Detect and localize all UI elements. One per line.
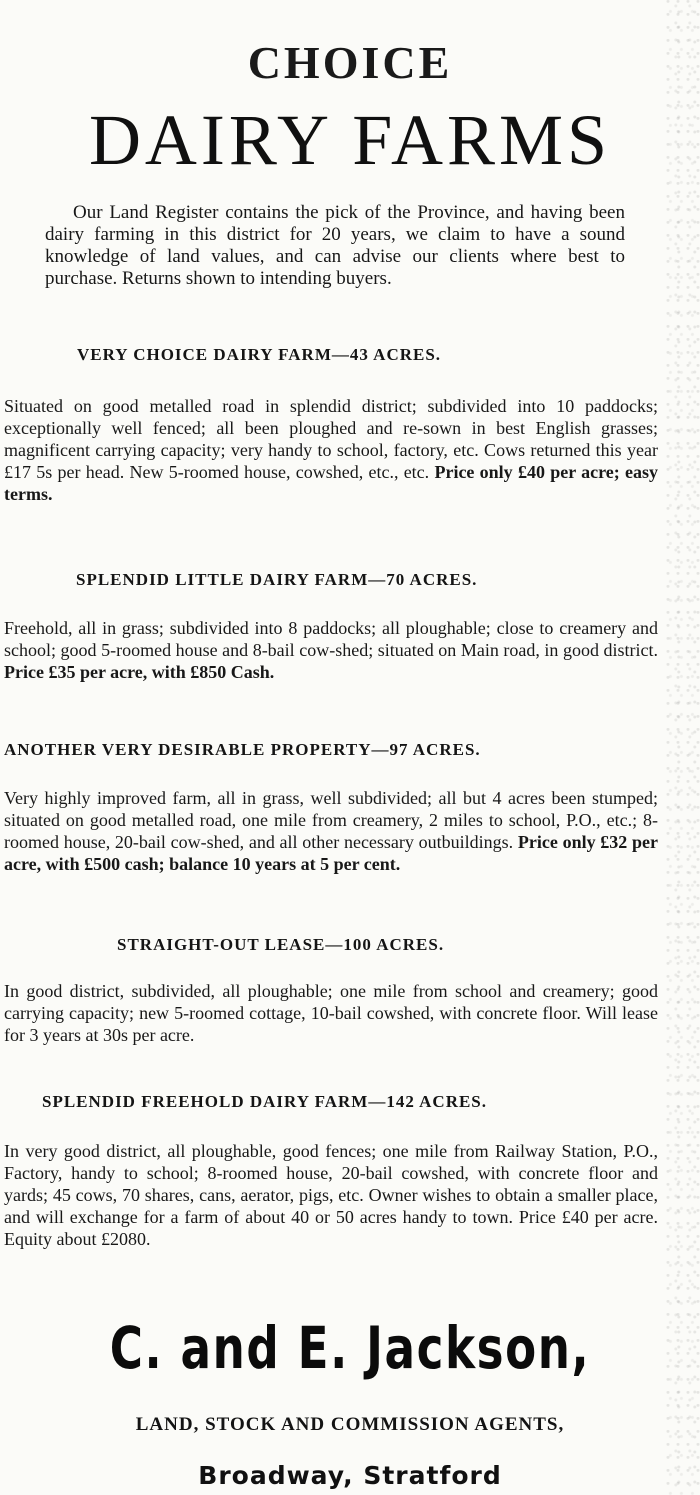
listing-title-142-acres: SPLENDID FREEHOLD DAIRY FARM—142 ACRES. <box>42 1092 488 1111</box>
headline-choice: CHOICE <box>247 37 453 88</box>
listing-text-43-acres: Situated on good metalled road in splendid district; subdivided into 10 paddocks; exceptionally well fenced; all been ploughed and re-sown in best English grasses; magnificent carrying capacity; very handy to school, factory, etc. Cows returned this year £17 5s per head. New 5-roomed house, cowshed, etc., etc. <box>4 396 658 482</box>
headline-dairy-farms: DAIRY FARMS <box>88 100 612 180</box>
listing-body-43-acres <box>4 395 658 505</box>
agent-address: Broadway, Stratford <box>198 1461 502 1490</box>
listing-price-70-acres: Price £35 per acre, with £850 Cash. <box>4 662 275 682</box>
listing-text-70-acres: Freehold, all in grass; subdivided into 8 paddocks; all ploughable; close to creamery and school; good 5-roomed house and 8-bail cow-shed; situated on Main road, in good district. <box>4 618 658 660</box>
intro-paragraph: Our Land Register contains the pick of the Province, and having been dairy farming in this district for 20 years, we claim to have a sound knowledge of land values, and can advise our clients where best to purchase. Returns shown to intending buyers. <box>45 202 625 289</box>
listing-title-43-acres: VERY CHOICE DAIRY FARM—43 ACRES. <box>77 345 442 364</box>
listing-title-70-acres: SPLENDID LITTLE DAIRY FARM—70 ACRES. <box>76 570 478 589</box>
listing-body-97-acres <box>4 787 658 875</box>
agent-role: LAND, STOCK AND COMMISSION AGENTS, <box>135 1414 565 1435</box>
listing-title-100-acres: STRAIGHT-OUT LEASE—100 ACRES. <box>117 935 445 954</box>
agent-name: C. and E. Jackson, <box>109 1314 591 1382</box>
listing-title-97-acres: ANOTHER VERY DESIRABLE PROPERTY—97 ACRES. <box>4 740 481 759</box>
listing-text-97-acres: Very highly improved farm, all in grass, well subdivided; all but 4 acres been stumped; situated on good metalled road, one mile from creamery, 2 miles to school, P.O., etc.; 8-roomed house, 20-bail cow-shed, and all other necessary outbuildings. <box>4 788 658 852</box>
listing-body-142-acres <box>4 1140 658 1250</box>
listing-price-142-acres: Price £40 per acre. Equity about £2080. <box>4 1207 659 1249</box>
paper-edge-noise <box>666 0 700 1495</box>
listing-body-100-acres <box>4 980 658 1046</box>
listing-body-70-acres <box>4 617 658 683</box>
listing-price-97-acres: Price only £32 per acre, with £500 cash; balance 10 years at 5 per cent. <box>4 832 659 874</box>
listing-price-43-acres: Price only £40 per acre; easy terms. <box>4 462 659 504</box>
listing-text-142-acres: In very good district, all ploughable, good fences; one mile from Railway Station, P.O., Factory, handy to school; 8-roomed house, 20-bail cowshed, with concrete floor and yards; 45 cows, 70 shares, cans, aerator, pigs, etc. Owner wishes to obtain a smaller place, and will exchange for a farm of about 40 or 50 acres handy to town. <box>4 1141 658 1227</box>
listing-text-100-acres: In good district, subdivided, all ploughable; one mile from school and creamery; good carrying capacity; new 5-roomed cottage, 10-bail cowshed, with concrete floor. Will lease for 3 years at 30s per acre. <box>4 981 658 1045</box>
